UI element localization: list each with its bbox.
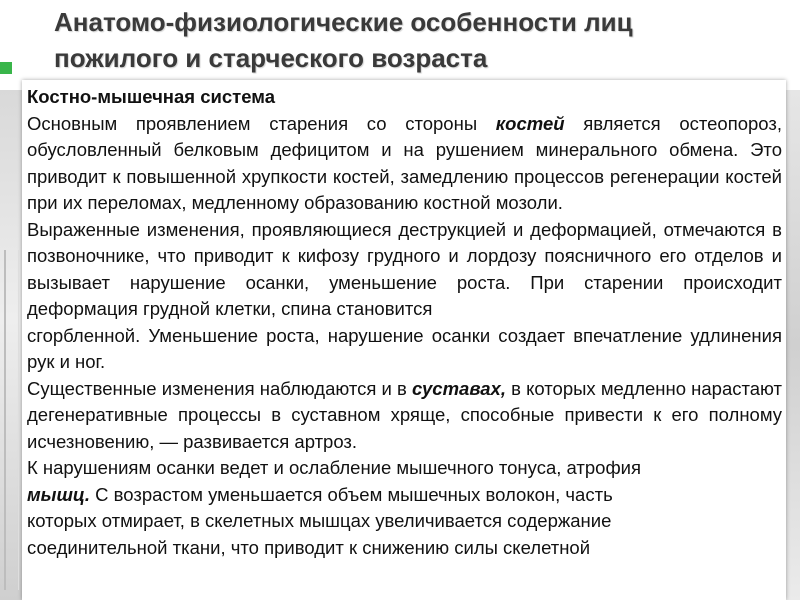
paragraph-spine [27, 217, 782, 323]
paragraph-spine-continued [27, 323, 782, 376]
paragraph-bones-rest: является остеопороз, обусловленный белковым дефицитом и на рушением минерального обмена. Это приводит к повышенной хрупкости костей, замедлению процессов регенерации костей при их переломах, медленному образованию костной мозоли. [27, 112, 782, 213]
section-heading: Костно-мышечная система [27, 86, 275, 107]
muscles-line-2 [27, 482, 782, 509]
emphasis-joints: суставах, [411, 377, 506, 399]
paragraph-bones-start: Основным проявлением старения со стороны [27, 112, 496, 134]
paragraph-spine-tail: сгорбленной. Уменьшение роста, нарушение осанки создает впечатление удлинения рук и ног. [27, 324, 782, 372]
emphasis-bones: костей [495, 112, 565, 134]
body-text [22, 80, 786, 561]
muscles-line-3: которых отмирает, в скелетных мышцах увеличивается содержание [27, 510, 612, 531]
content-panel [22, 80, 786, 600]
slide-title-line-2: пожилого и старческого возраста [54, 43, 488, 73]
paragraph-spine-main: Выраженные изменения, проявляющиеся деструкцией и деформацией, отмечаются в позвоночнике, что приводит к кифозу грудного и лордозу поясничного его отделов и вызывает нарушение осанки, уменьшение роста. При старении происходит деформация грудной клетки, спина становится [27, 218, 782, 319]
paragraph-joints-start: Существенные изменения наблюдаются и в [27, 377, 412, 399]
muscles-line-4: соединительной ткани, что приводит к снижению силы скелетной [27, 536, 591, 558]
paragraph-bones [27, 111, 782, 217]
muscles-line-2-rest: С возрастом уменьшается объем мышечных волокон, часть [90, 483, 613, 505]
paragraph-joints-rest: в которых медленно нарастают дегенеративные процессы в суставном хряще, способные привести к его полному исчезновению, — развивается артроз. [27, 377, 782, 452]
paragraph-muscles [27, 455, 782, 561]
emphasis-muscles: мышц. [27, 483, 91, 505]
paragraph-joints [27, 376, 782, 456]
slide-title-line-1: Анатомо-физиологические особенности лиц [54, 7, 633, 37]
muscles-line-1: К нарушениям осанки ведет и ослабление мышечного тонуса, атрофия [27, 457, 642, 478]
left-decorative-strip [0, 90, 22, 600]
green-accent-mark [0, 62, 12, 74]
slide-title [54, 4, 774, 76]
